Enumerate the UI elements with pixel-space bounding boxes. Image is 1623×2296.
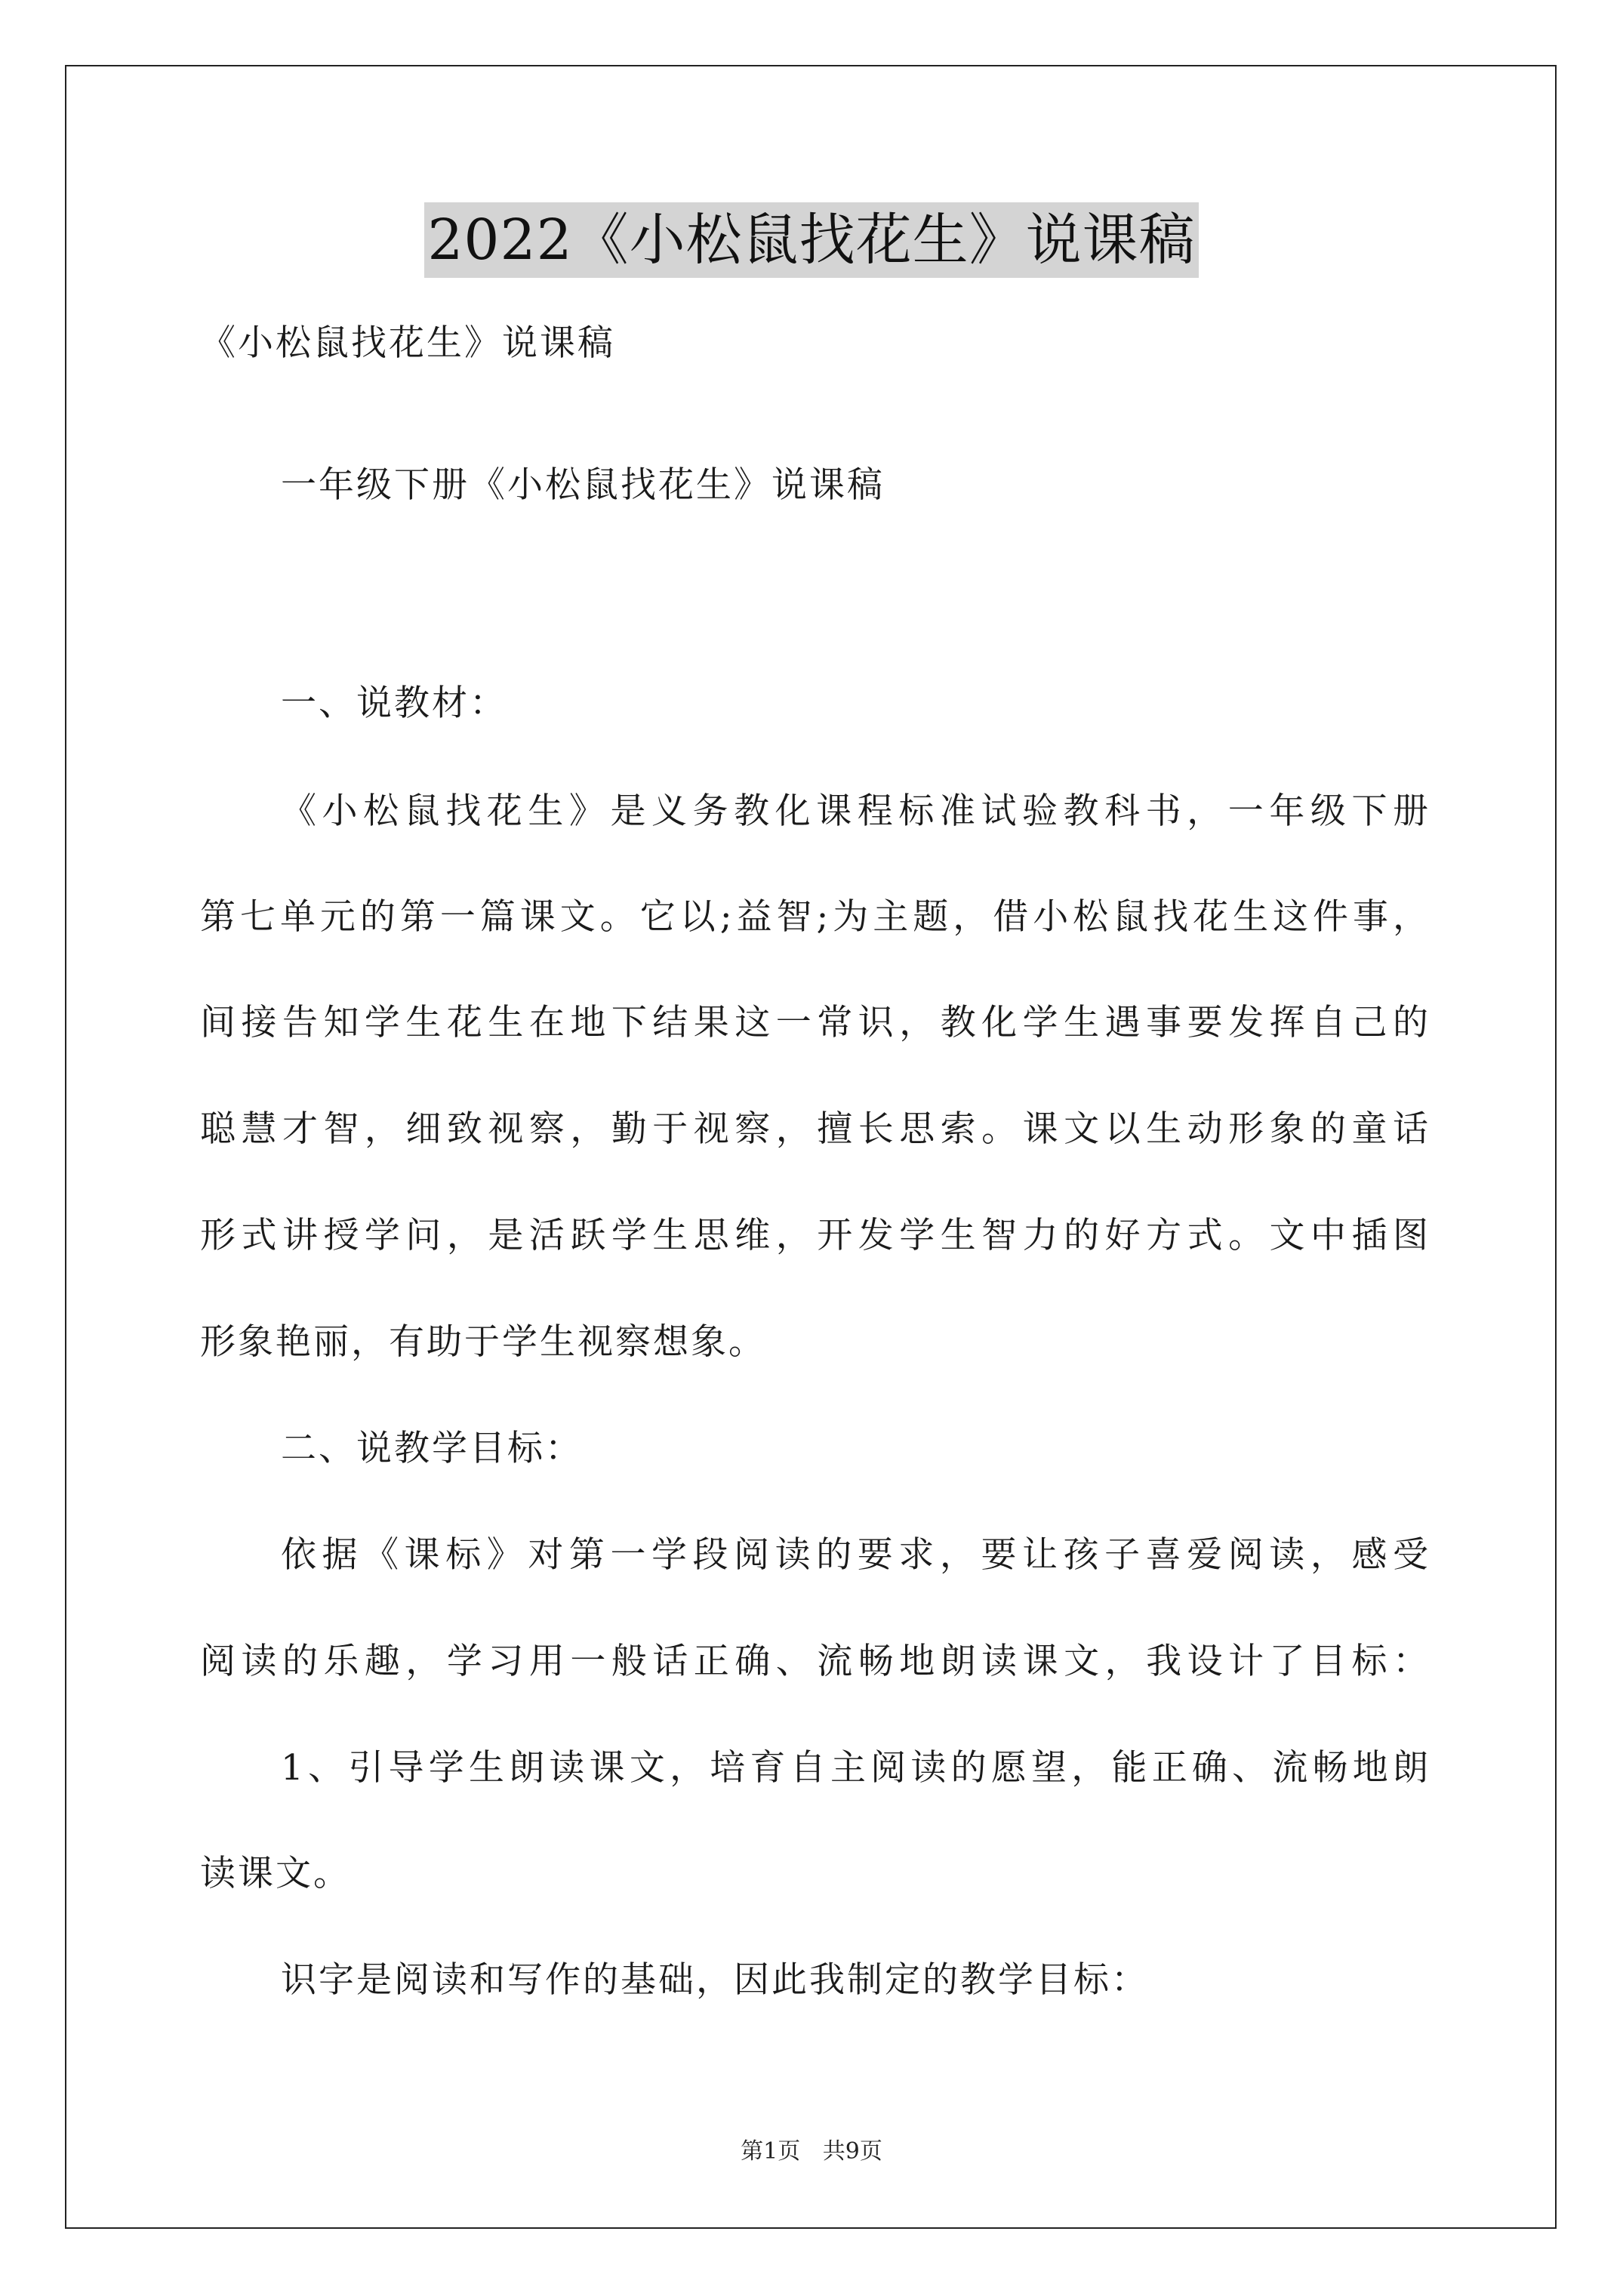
page-footer [0,2137,1623,2167]
paragraph-line: 读课文。 [200,1853,351,1894]
grade-line: 一年级下册《小松鼠找花生》说课稿 [281,464,885,506]
paragraph-line: 间接告知学生花生在地下结果这一常识，教化学生遇事要发挥自己的 [200,1002,1431,1043]
paragraph-line: 形式讲授学问，是活跃学生思维，开发学生智力的好方式。文中插图 [200,1215,1431,1256]
page-number-total: 共9页 [822,2138,882,2165]
paragraph-line: 依据《课标》对第一学段阅读的要求，要让孩子喜爱阅读，感受 [281,1534,1431,1576]
paragraph-line: 1、引导学生朗读课文，培育自主阅读的愿望，能正确、流畅地朗 [281,1747,1431,1789]
section-heading-textbook: 一、说教材： [281,683,507,724]
page-number-current: 第1页 [741,2138,801,2165]
document-subtitle: 《小松鼠找花生》说课稿 [200,322,615,364]
section-heading-objectives: 二、说教学目标： [281,1428,583,1469]
document-title: 2022《小松鼠找花生》说课稿 [424,202,1198,278]
paragraph-line: 《小松鼠找花生》是义务教化课程标准试验教科书，一年级下册 [281,791,1431,832]
paragraph-line: 形象艳丽，有助于学生视察想象。 [200,1321,766,1363]
paragraph-line: 聪慧才智，细致视察，勤于视察，擅长思索。课文以生动形象的童话 [200,1108,1431,1150]
paragraph-line: 阅读的乐趣，学习用一般话正确、流畅地朗读课文，我设计了目标： [200,1641,1431,1682]
paragraph-line: 识字是阅读和写作的基础，因此我制定的教学目标： [281,1959,1149,2001]
title-wrapper [0,202,1623,278]
paragraph-line: 第七单元的第一篇课文。它以;益智;为主题，借小松鼠找花生这件事， [200,896,1431,938]
